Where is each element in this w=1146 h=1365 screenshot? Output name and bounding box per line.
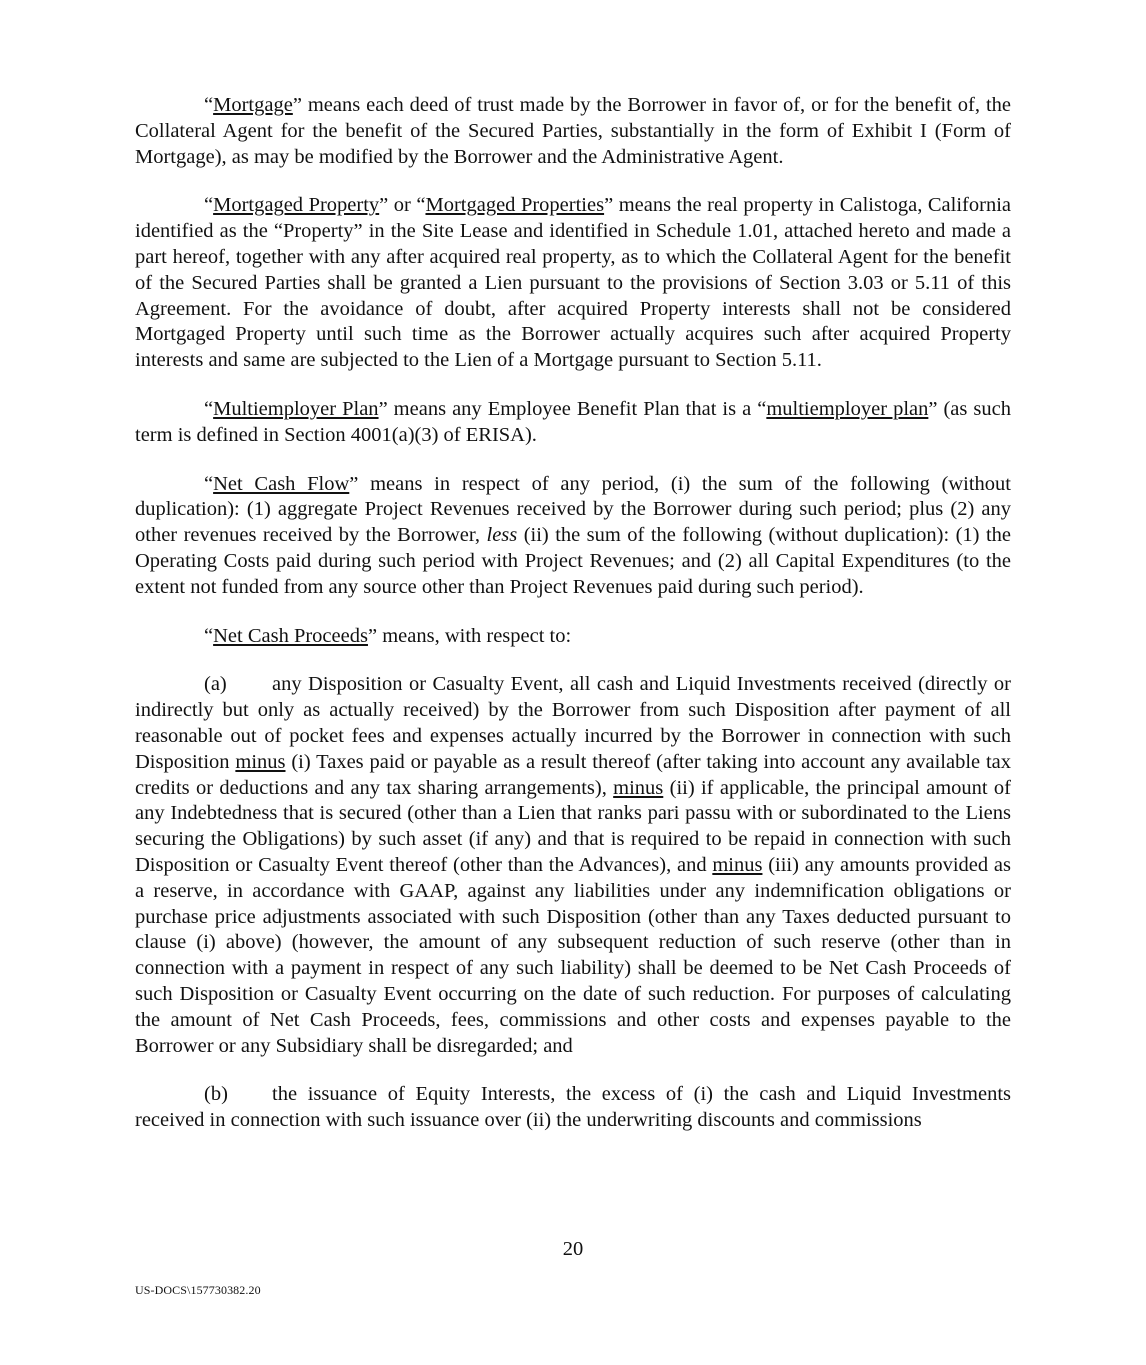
clause-text: (ii) if applicable, the principal amount of any Indebtedness that is secured (other than a Lien that ranks pari passu with or subordinated to the Liens securing the Obligations) by such asset (if any) and that is required to be repaid in connection with such Disposition or Casualty Event thereof (other than the Advances), and — [135, 776, 1011, 876]
open-quote: “ — [204, 624, 214, 647]
definition-multiemployer-plan — [135, 397, 1011, 449]
definition-net-cash-proceeds — [135, 624, 1011, 650]
defined-term-net-cash-proceeds: Net Cash Proceeds — [213, 624, 368, 647]
document-page — [135, 93, 1011, 1157]
open-quote: “ — [204, 472, 214, 495]
defined-term-mortgaged-properties: Mortgaged Properties — [425, 194, 605, 217]
definition-text: ” means, with respect to: — [367, 624, 572, 647]
clause-a-label: (a) — [204, 673, 227, 696]
open-quote: “ — [204, 397, 214, 420]
page-number: 20 — [562, 1238, 584, 1260]
definition-mortgage — [135, 93, 1011, 170]
clause-text: the issuance of Equity Interests, the excess of (i) the cash and Liquid Investments received in connection with such issuance over (ii) the underwriting discounts and commissions — [135, 1083, 1011, 1132]
clause-b-label: (b) — [204, 1083, 228, 1106]
defined-term-net-cash-flow: Net Cash Flow — [213, 472, 350, 495]
clause-text: any Disposition or Casualty Event, all cash and Liquid Investments received (directly or indirectly but only as actually received) by the Borrower from such Disposition after payment of all reasonable out of pocket fees and expenses actually incurred by the Borrower in connection with such Disposition — [135, 673, 1011, 773]
minus-term: minus — [712, 853, 763, 876]
definition-text: (ii) the sum of the following (without duplication): (1) the Operating Costs paid during such period with Project Revenues; and (2) all Capital Expenditures (to the extent not funded from any source other than Project Revenues paid during such period). — [135, 524, 1012, 598]
definition-text: ” means each deed of trust made by the Borrower in favor of, or for the benefit of, the Collateral Agent for the benefit of the Secured Parties, substantially in the form of Exhibit I (Form of Mortgage), as may be modified by the Borrower and the Administrative Agent. — [135, 94, 1011, 168]
definition-connector: ” or “ — [379, 194, 426, 217]
referenced-term-multiemployer-plan: multiemployer plan — [766, 397, 929, 420]
italic-less: less — [486, 524, 518, 547]
clause-text: (i) Taxes paid or payable as a result thereof (after taking into account any available tax credits or deductions and any tax sharing arrangements), — [135, 750, 1011, 799]
minus-term: minus — [613, 776, 664, 799]
open-quote: “ — [204, 94, 214, 116]
clause-text: (iii) any amounts provided as a reserve, in accordance with GAAP, against any liabilities under any indemnification obligations or purchase price adjustments associated with such Disposition (other than any Taxes deducted pursuant to clause (i) above) (however, the amount of any subsequent reduction of such reserve (other than in connection with a payment in respect of any such liability) shall be deemed to be Net Cash Proceeds of such Disposition or Casualty Event occurring on the date of such reduction. For purposes of calculating the amount of Net Cash Proceeds, fees, commissions and other costs and expenses payable to the Borrower or any Subsidiary shall be disregarded; and — [135, 853, 1011, 1057]
definition-net-cash-flow — [135, 472, 1011, 601]
definition-text: ” means in respect of any period, (i) the sum of the following (without duplication): (1) aggregate Project Revenues received by the Borrower during such period; plus (2) any other revenues received by the Borrower, — [135, 472, 1011, 547]
definition-mortgaged-property — [135, 193, 1011, 374]
definition-text: ” means the real property in Calistoga, California identified as the “Property” in the Site Lease and identified in Schedule 1.01, attached hereto and made a part hereof, together with any after acquired real property, as to which the Collateral Agent for the benefit of the Secured Parties shall be granted a Lien pursuant to the provisions of Section 3.03 or 5.11 of this Agreement. For the avoidance of doubt, after acquired Property interests shall not be considered Mortgaged Property until such time as the Borrower actually acquires such after acquired Property interests and same are subjected to the Lien of a Mortgage pursuant to Section 5.11. — [135, 194, 1011, 372]
defined-term-mortgaged-property: Mortgaged Property — [213, 194, 380, 217]
definition-text: ” means any Employee Benefit Plan that is a “ — [378, 397, 767, 420]
open-quote: “ — [204, 194, 214, 217]
definition-text: ” (as such term is defined in Section 4001(a)(3) of ERISA). — [135, 397, 1011, 446]
clause-a — [135, 672, 1011, 1059]
defined-term-mortgage: Mortgage — [213, 94, 293, 116]
minus-term: minus — [235, 750, 286, 773]
defined-term-multiemployer-plan: Multiemployer Plan — [213, 397, 379, 420]
document-id: US-DOCS\157730382.20 — [135, 1283, 261, 1297]
clause-b — [135, 1082, 1011, 1134]
